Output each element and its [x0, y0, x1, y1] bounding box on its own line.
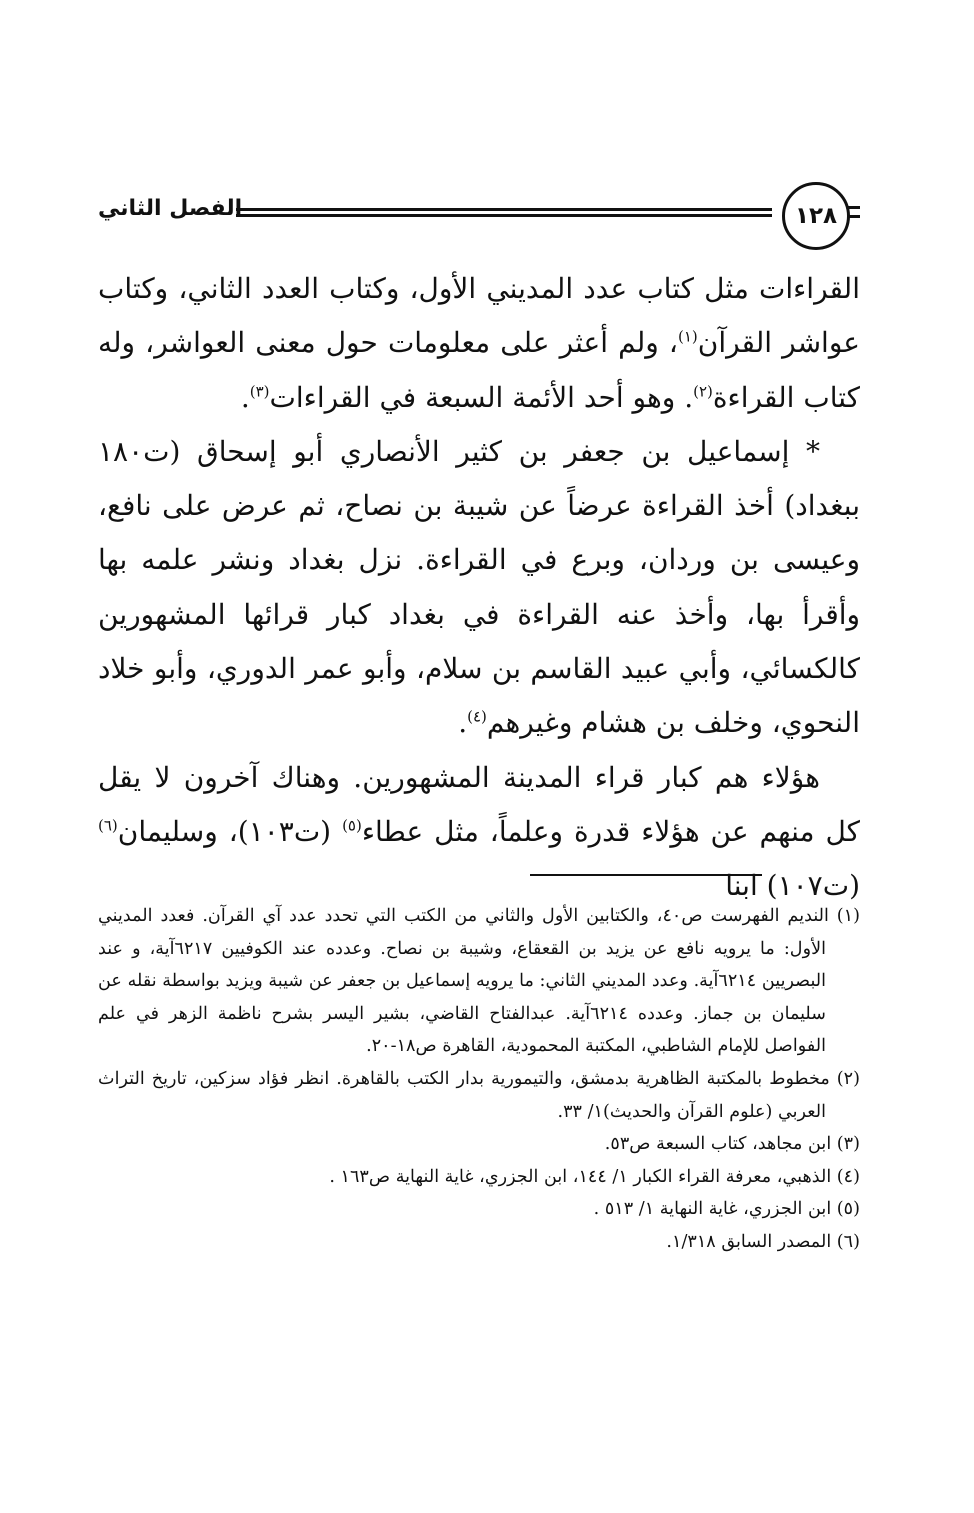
footnote-separator [530, 874, 762, 876]
page-number: ١٢٨ [782, 182, 850, 250]
footnote-ref-3: (٣) [249, 382, 270, 401]
paragraph-1 [98, 262, 860, 425]
footnote-ref-6: (٦) [98, 816, 118, 835]
footnote-ref-1: (١) [677, 327, 698, 346]
text-run: * إسماعيل بن جعفر بن كثير الأنصاري أبو إسحاق (ت١٨٠ ببغداد) أخذ القراءة عرضاً عن شيبة بن نصاح، ثم عرض على نافع، وعيسى بن وردان، وبرع في القراءة. نزل بغداد ونشر علمه بها وأقرأ بها، وأخذ عنه القراءة في بغداد كبار قرائها المشهورين كالكسائي، وأبي عبيد القاسم بن سلام، وأبو عمر الدوري، وأبو خلاد النحوي، وخلف بن هشام وغيرهم [98, 434, 860, 740]
footnote-ref-4: (٤) [467, 708, 487, 727]
footnote-4: (٤) الذهبي، معرفة القراء الكبار ١/ ١٤٤، ابن الجزري، غاية النهاية ص١٦٣ . [329, 1166, 860, 1187]
footnote-3: (٣) ابن مجاهد، كتاب السبعة ص٥٣. [604, 1134, 860, 1155]
footnote-2: (٢) مخطوط بالمكتبة الظاهرية بدمشق، والتيمورية بدار الكتب بالقاهرة. انظر فؤاد سزكين، تاريخ التراث العربي (علوم القرآن والحديث)١/ ٣٣. [98, 1068, 860, 1122]
text-run: (ت١٠٣)، وسليمان [117, 814, 343, 848]
page-header [98, 182, 860, 250]
paragraph-2 [98, 425, 860, 751]
main-text [98, 262, 860, 914]
footnotes [98, 900, 860, 1259]
text-run: هؤلاء هم كبار قراء المدينة المشهورين. وهناك آخرون لا يقل كل منهم عن هؤلاء قدرة وعلماً، مثل عطاء [98, 760, 861, 848]
text-run: ، ولم أعثر على معلومات حول معنى العواشر، وله كتاب القراءة [98, 326, 860, 414]
chapter-title: الفصل الثاني [98, 196, 243, 221]
text-run: . [458, 706, 468, 740]
text-run: (ت١٠٧) ابنا [725, 869, 860, 903]
footnote-1: (١) النديم الفهرست ص٤٠، والكتابين الأول والثاني من الكتب التي تحدد عدد آي القرآن. فعدد المديني الأول: ما يرويه نافع عن يزيد بن القعقاع، وشيبة بن نصاح. وعدده عند الكوفيين ٦٢١٧آية، و عند البصريين ٦٢١٤آية. وعدد المديني الثاني: ما يرويه إسماعيل بن جعفر عن شيبة ويزيد بواسطة نقله عن سليمان بن جماز. وعدده ٦٢١٤آية. عبدالفتاح القاضي، بشير اليسر بشرح ناظمة الزهر في علم الفواصل للإمام الشاطبي، المكتبة المحمودية، القاهرة ص١٨-٢٠. [98, 906, 860, 1057]
footnote-ref-2: (٢) [693, 382, 713, 401]
footnote-5: (٥) ابن الجزري، غاية النهاية ١/ ٥١٣ . [593, 1199, 860, 1220]
text-run: . وهو أحد الأئمة السبعة في القراءات [269, 380, 694, 414]
text-run: . [240, 380, 250, 414]
header-rule [236, 208, 772, 217]
footnote-6: (٦) المصدر السابق ١/٣١٨. [666, 1231, 860, 1252]
footnote-ref-5: (٥) [342, 816, 362, 835]
text-run: القراءات مثل كتاب عدد المديني الأول، وكتاب العدد الثاني، وكتاب عواشر القرآن [98, 272, 860, 360]
paragraph-3 [98, 751, 860, 914]
